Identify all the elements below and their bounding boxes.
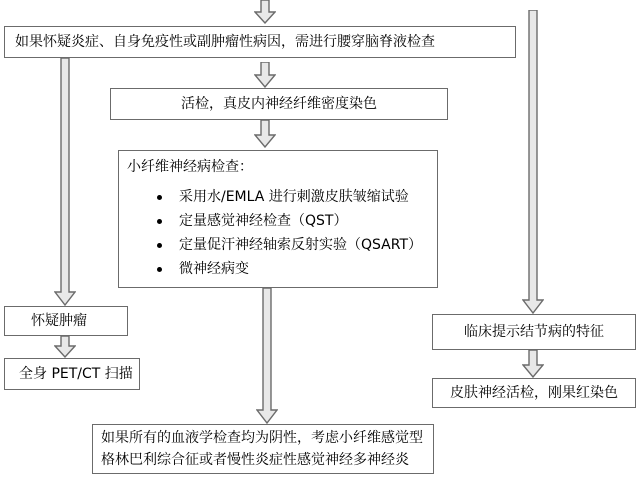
node-lumbar-puncture-text: 如果怀疑炎症、自身免疫性或副肿瘤性病因，需进行腰穿脑脊液检查	[15, 34, 435, 50]
node-pet-ct	[4, 358, 140, 390]
bullet-icon	[157, 243, 162, 248]
list-item: 定量促汗神经轴索反射实验（QSART）	[127, 233, 429, 257]
node-lumbar-puncture	[4, 26, 516, 58]
list-item: 微神经病变	[127, 257, 429, 281]
arrow-n1-n2	[254, 62, 276, 88]
node-skin-biopsy-text: 活检，真皮内神经纤维密度染色	[181, 96, 377, 112]
node-pet-ct-text: 全身 PET/CT 扫描	[19, 366, 133, 382]
node-congo-red-biopsy	[432, 378, 636, 408]
arrow-top	[254, 0, 276, 24]
node-skin-biopsy	[110, 88, 448, 120]
arrow-top-n6	[522, 10, 544, 314]
node-sarcoidosis-features-text: 临床提示结节病的特征	[464, 324, 604, 340]
node-conclusion	[92, 424, 434, 474]
list-item: 定量感觉神经检查（QST）	[127, 209, 429, 233]
arrow-n1-n4	[54, 58, 76, 306]
bullet-icon	[157, 219, 162, 224]
node-conclusion-text: 如果所有的血液学检查均为阴性，考虑小纤维感觉型格林巴利综合征或者慢性炎症性感觉神经多神经炎	[101, 430, 423, 468]
node-suspect-tumor	[4, 306, 128, 336]
small-fiber-test-list	[127, 185, 429, 281]
node-congo-red-biopsy-text: 皮肤神经活检，刚果红染色	[450, 385, 618, 401]
arrow-n3-n8	[256, 288, 278, 424]
arrow-n2-n3	[254, 120, 276, 148]
node-suspect-tumor-text: 怀疑肿瘤	[31, 313, 87, 329]
bullet-icon	[157, 195, 162, 200]
node-small-fiber-tests-title: 小纤维神经病检查：	[127, 159, 253, 175]
arrow-n4-n5	[54, 336, 76, 358]
bullet-icon	[157, 267, 162, 272]
node-sarcoidosis-features	[432, 314, 636, 350]
node-small-fiber-tests	[118, 150, 438, 288]
list-item: 采用水/EMLA 进行刺激皮肤皱缩试验	[127, 185, 429, 209]
arrow-n6-n7	[522, 350, 544, 378]
